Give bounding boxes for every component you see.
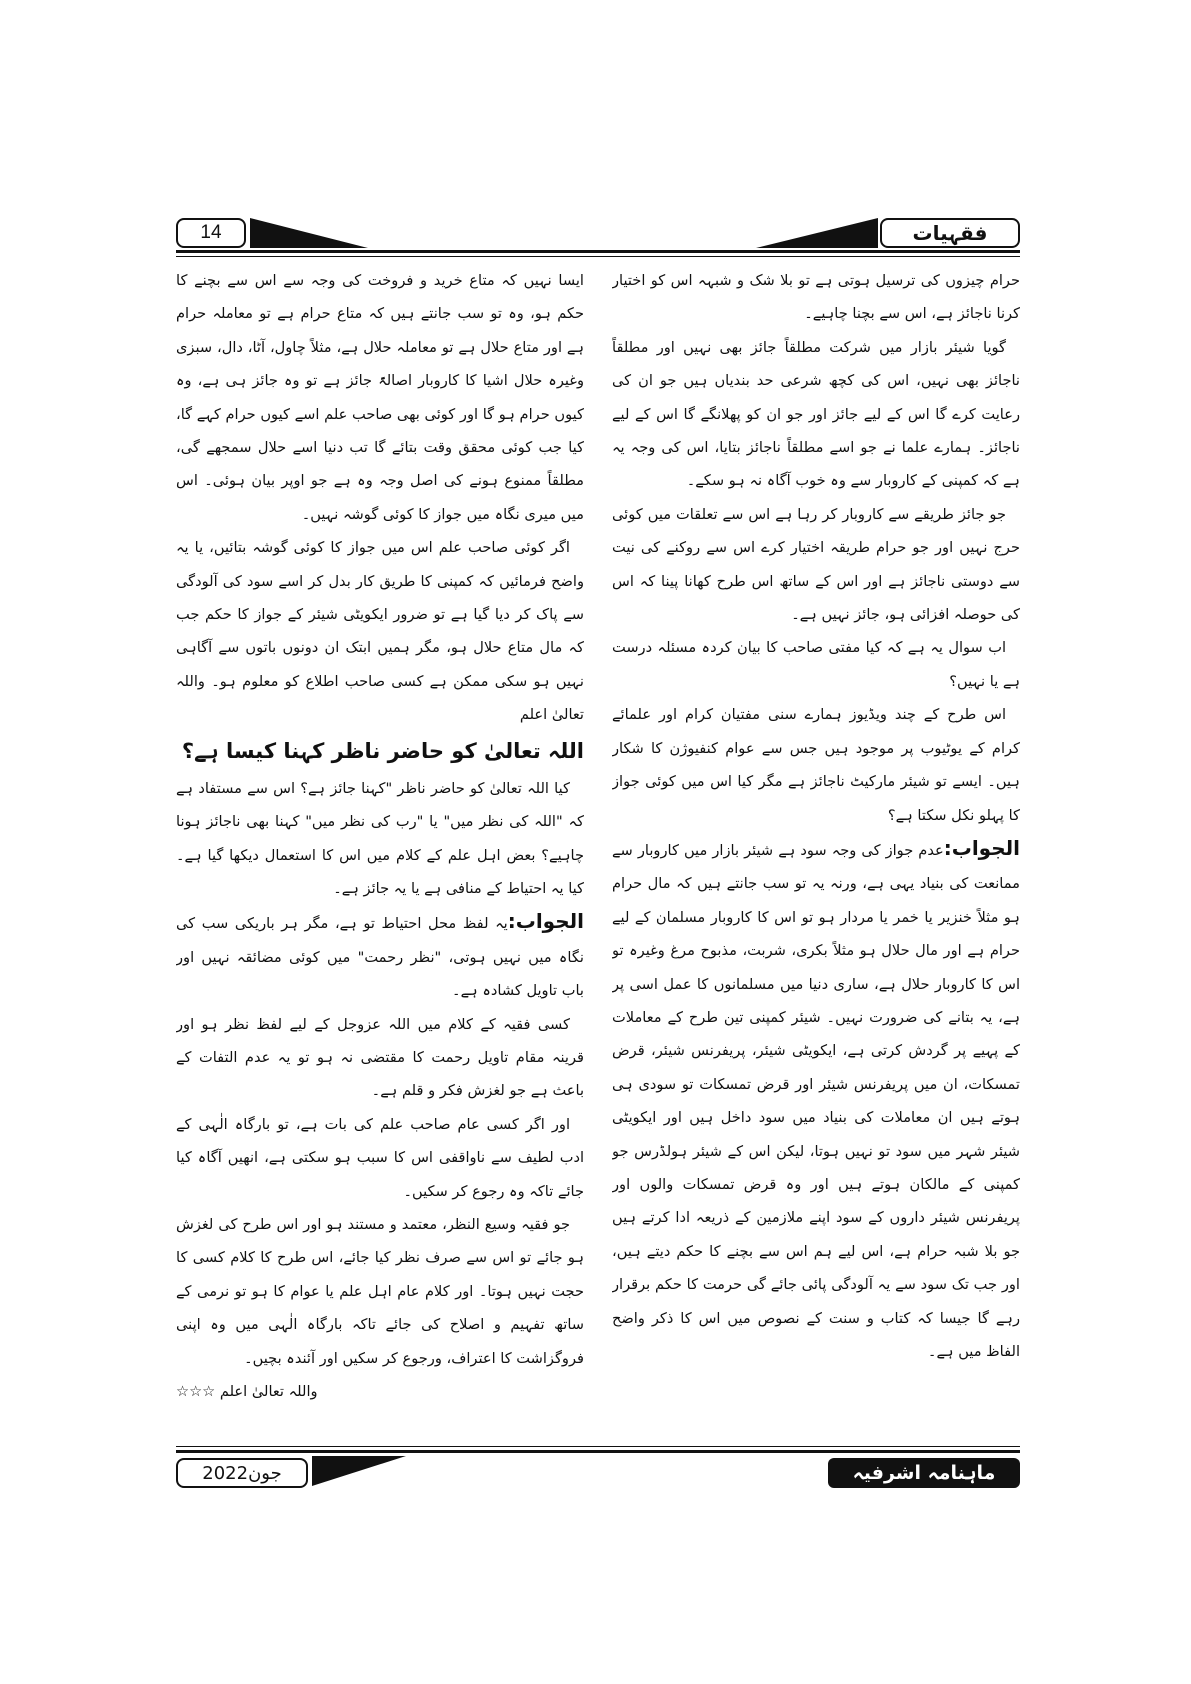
right-question: اب سوال یہ ہے کہ کیا مفتی صاحب کا بیان کردہ مسئلہ درست ہے یا نہیں؟ [612, 639, 1020, 690]
left-paragraph-2-close: واللہ تعالیٰ اعلم [176, 672, 584, 724]
left-question: کیا اللہ تعالیٰ کو حاضر ناظر "کہنا جائز ہے؟ اس سے مستفاد ہے کہ "اللہ کی نظر میں" یا "رب کی نظر میں" کہنا بھی ناجائز ہونا چاہیے؟ بعض اہل علم کے کلام میں اس کا استعمال دیکھا گیا ہے۔ کیا یہ احتیاط کے منافی ہے یا یہ جائز ہے۔ [176, 779, 584, 897]
issue-date [176, 1458, 308, 1488]
right-paragraph-5: اس طرح کے چند ویڈیوز ہمارے سنی مفتیان کرام اور علمائے کرام کے یوٹیوب پر موجود ہیں جس سے عوام کنفیوژن کا شکار ہیں۔ ایسے تو شیئر مارکیٹ ناجائز ہے مگر کیا اس میں کوئی جواز کا پہلو نکل سکتا ہے؟ [612, 706, 1020, 824]
left-paragraph-2 [176, 531, 584, 731]
page-number-text: 14 [200, 222, 222, 243]
right-paragraph-1: حرام چیزوں کی ترسیل ہوتی ہے تو بلا شک و شبہہ اس کو اختیار کرنا ناجائز ہے، اس سے بچنا چاہیے۔ [612, 272, 1020, 323]
right-column [612, 264, 1020, 1440]
footer-wedge [312, 1456, 408, 1488]
right-paragraph-2: گویا شیئر بازار میں شرکت مطلقاً جائز بھی نہیں اور مطلقاً ناجائز بھی نہیں، اس کی کچھ شرعی حد بندیاں ہیں جو ان کی رعایت کرے گا اس کے لیے جائز اور جو ان کو پھلانگے گا اس کے لیے ناجائز۔ ہمارے علما نے جو اسے مطلقاً ناجائز بتایا، اس کی وجہ یہ ہے کہ کمپنی کے کاروبار سے وہ خوب آگاہ نہ ہو سکے۔ [612, 338, 1020, 490]
issue-date-text: جون2022 [202, 1462, 282, 1484]
header-right-wedge [756, 218, 878, 250]
page-number [176, 218, 246, 248]
right-paragraph-3: جو جائز طریقے سے کاروبار کر رہا ہے اس سے تعلقات میں کوئی حرج نہیں اور جو حرام طریقہ اختیار کرے اس سے روکنے کی نیت سے دوستی ناجائز ہے اور اس کے ساتھ اس طرح کھانا پینا کہ اس کی حوصلہ افزائی ہو، جائز نہیں ہے۔ [612, 505, 1020, 624]
closing-formula: واللہ تعالیٰ اعلم [219, 1383, 318, 1400]
left-answer-paragraph [176, 905, 584, 1007]
footer-rule-thick [176, 1450, 1020, 1453]
left-paragraph-a3: اور اگر کسی عام صاحب علم کی بات ہے، تو بارگاہ الٰہی کے ادب لطیف سے ناواقفی اس کا سبب ہو سکتی ہے، انھیں آگاہ کیا جائے تاکہ وہ رجوع کر سکیں۔ [176, 1115, 584, 1200]
closing-stars: ☆☆☆ [176, 1383, 216, 1400]
section-title [880, 218, 1020, 248]
left-paragraph-a2: کسی فقیہ کے کلام میں اللہ عزوجل کے لیے لفظ نظر ہو اور قرینہ مقام تاویل رحمت کا مقتضی نہ ہو تو یہ عدم التفات کے باعث ہے جو لغزش فکر و قلم ہے۔ [176, 1015, 584, 1100]
header-rule-thin [176, 256, 1020, 257]
header-left-wedge [250, 218, 370, 250]
closing-line [176, 1375, 584, 1408]
left-paragraph-2-text: اگر کوئی صاحب علم اس میں جواز کا کوئی گوشہ بتائیں، یا یہ واضح فرمائیں کہ کمپنی کا طریق کار بدل کر اسے سود کی آلودگی سے پاک کر دیا گیا ہے تو ضرور ایکویٹی شیئر کے جواز کا حکم جب کہ مال متاع حلال ہو، مگر ہمیں ابتک ان دونوں باتوں سے آگاہی نہیں ہو سکی ممکن ہے کسی صاحب اطلاع کو معلوم ہو۔ [176, 539, 584, 690]
left-paragraph-a4: جو فقیہ وسیع النظر، معتمد و مستند ہو اور اس طرح کی لغزش ہو جائے تو اس سے صرف نظر کیا جائے، اس طرح کا کلام کسی کا حجت نہیں ہوتا۔ اور کلام عام اہل علم یا عوام کا ہو تو نرمی کے ساتھ تفہیم و اصلاح کی جائے تاکہ بارگاہ الٰہی میں وہ اپنی فروگزاشت کا اعتراف، ورجوع کر سکیں اور آئندہ بچیں۔ [176, 1215, 584, 1367]
section-title-text: فقہیات [912, 221, 988, 245]
right-answer-label: الجواب: [943, 835, 1020, 860]
magazine-name [828, 1458, 1020, 1488]
left-paragraph-1: ایسا نہیں کہ متاع خرید و فروخت کی وجہ سے اس سے بچنے کا حکم ہو، وہ تو سب جانتے ہیں کہ متاع حرام ہے تو معاملہ حرام ہے اور متاع حلال ہے تو معاملہ حلال ہے، مثلاً چاول، آٹا، دال، سبزی وغیرہ حلال اشیا کا کاروبار اصالۃً جائز ہے تو وہ جائز ہی ہے، وہ کیوں حرام ہو گا اور کوئی بھی صاحب علم اسے کیوں حرام کہے گا، کیا جب کوئی محقق وقت بتائے گا تب دنیا اسے حلال سمجھے گی، مطلقاً ممنوع ہونے کی اصل وجہ وہ ہے جو اوپر بیان ہوئی۔ اس میں میری نگاہ میں جواز کا کوئی گوشہ نہیں۔ [176, 272, 584, 523]
header-rule-thick [176, 250, 1020, 253]
left-column [176, 264, 584, 1440]
left-answer-text: یہ لفظ محل احتیاط تو ہے، مگر ہر باریکی سب کی نگاہ میں نہیں ہوتی، "نظر رحمت" میں کوئی مضائقہ نہیں اور باب تاویل کشادہ ہے۔ [176, 915, 584, 1000]
left-answer-label: الجواب: [507, 909, 584, 934]
magazine-name-text: ماہنامہ اشرفیہ [852, 1462, 996, 1484]
article-heading: اللہ تعالیٰ کو حاضر ناظر کہنا کیسا ہے؟ [181, 738, 584, 763]
right-answer-paragraph [612, 832, 1020, 1369]
footer-rule-thin [176, 1446, 1020, 1447]
right-answer-text: عدم جواز کی وجہ سود ہے شیئر بازار میں کاروبار سے ممانعت کی بنیاد یہی ہے، ورنہ یہ تو سب جانتے ہیں کہ مال حرام ہو مثلاً خنزیر یا خمر یا مردار ہو تو اس کا کاروبار مسلمان کے لیے حرام ہے اور مال حلال ہو مثلاً بکری، شربت، مذبوح مرغ وغیرہ تو اس کا کاروبار حلال ہے، ساری دنیا میں مسلمانوں کا عمل اسی پر ہے، یہ بتانے کی ضرورت نہیں۔ شیئر کمپنی تین طرح کے معاملات کے پہیے پر گردش کرتی ہے، ایکویٹی شیئر، پریفرنس شیئر، قرض تمسکات، ان میں پریفرنس شیئر اور قرض تمسکات تو سودی ہی ہوتے ہیں ان معاملات کی بنیاد میں سود داخل ہیں اور ایکویٹی شیئر شہر میں سود تو نہیں ہوتا، لیکن اس کے شیئر ہولڈرس جو کمپنی کے مالکان ہوتے ہیں اور وہ قرض تمسکات والوں اور پریفرنس شیئر داروں کے سود اپنے ملازمین کے ذریعہ ادا کرتے ہیں جو بلا شبہ حرام ہے، اس لیے ہم اس سے بچنے کا حکم دیتے ہیں، اور جب تک سود سے یہ آلودگی پائی جائے گی حرمت کا حکم برقرار رہے گا جیسا کہ کتاب و سنت کے نصوص میں اس کا ذکر واضح الفاظ میں ہے۔ [612, 841, 1020, 1360]
